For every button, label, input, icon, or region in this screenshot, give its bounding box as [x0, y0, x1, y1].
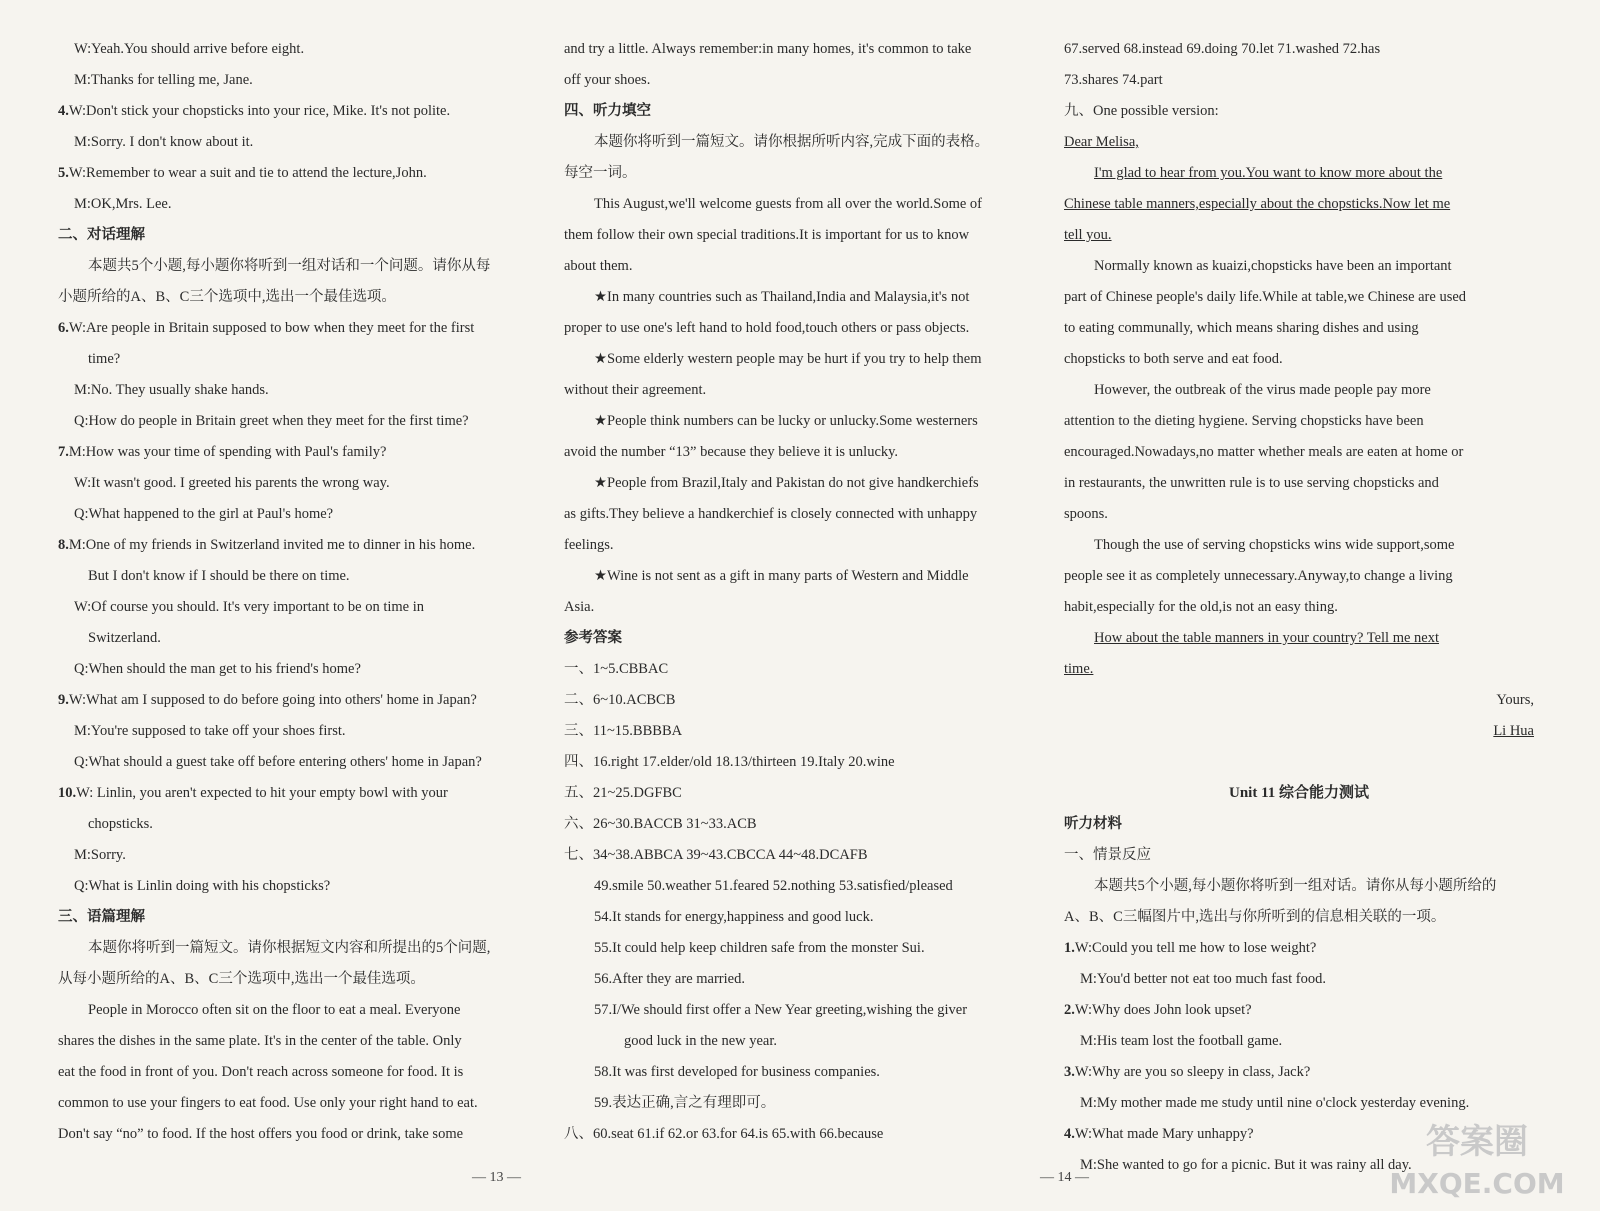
line-text: Yours, — [1496, 692, 1534, 708]
col2-line — [564, 282, 1034, 313]
col2-line — [564, 34, 1034, 65]
column-left — [58, 34, 528, 1150]
col2-line — [564, 623, 1034, 654]
col1-line — [58, 251, 528, 282]
item-number: 1. — [1064, 940, 1075, 956]
col3-line — [1064, 96, 1534, 127]
col3-line — [1064, 592, 1534, 623]
line-text: 本题共5个小题,每小题你将听到一组对话。请你从每小题所给的 — [1094, 878, 1497, 894]
line-text: Normally known as kuaizi,chopsticks have been an important — [1094, 258, 1452, 274]
line-text: Q:When should the man get to his friend's home? — [74, 661, 361, 677]
column-right — [1064, 34, 1534, 1181]
line-text: W:What am I supposed to do before going into others' home in Japan? — [68, 692, 477, 708]
line-text: Though the use of serving chopsticks wins wide support,some — [1094, 537, 1455, 553]
col1-line — [58, 778, 528, 809]
col3-line — [1064, 65, 1534, 96]
watermark-logo-icon — [1372, 1113, 1582, 1203]
item-number: 4. — [58, 103, 69, 119]
line-text: M:You're supposed to take off your shoes first. — [74, 723, 346, 739]
col3-line — [1064, 778, 1534, 809]
col1-line — [58, 654, 528, 685]
line-text: feelings. — [564, 537, 614, 553]
line-text: 58.It was first developed for business companies. — [594, 1064, 880, 1080]
line-text: W:Why are you so sleepy in class, Jack? — [1074, 1064, 1311, 1080]
item-number: 10. — [58, 785, 77, 801]
line-text: Don't say “no” to food. If the host offers you food or drink, take some — [58, 1126, 464, 1142]
line-text: people see it as completely unnecessary.Anyway,to change a living — [1064, 568, 1453, 584]
col3-line — [1064, 406, 1534, 437]
line-text: chopsticks. — [88, 816, 153, 832]
col1-line — [58, 127, 528, 158]
col3-line — [1064, 499, 1534, 530]
col1-line — [58, 995, 528, 1026]
col2-line — [564, 840, 1034, 871]
line-text: M:She wanted to go for a picnic. But it was rainy all day. — [1080, 1157, 1412, 1173]
line-text: 67.served 68.instead 69.doing 70.let 71.washed 72.has — [1064, 41, 1381, 57]
line-text: 二、对话理解 — [58, 227, 145, 243]
line-text: 六、26~30.BACCB 31~33.ACB — [564, 816, 757, 832]
line-text: Q:What is Linlin doing with his chopsticks? — [74, 878, 331, 894]
line-text: W: Linlin, you aren't expected to hit your empty bowl with your — [76, 785, 448, 801]
line-text: W:Of course you should. It's very important to be on time in — [74, 599, 425, 615]
col2-line — [564, 375, 1034, 406]
line-text: Asia. — [564, 599, 595, 615]
col2-line — [564, 530, 1034, 561]
col2-line — [564, 158, 1034, 189]
line-text: 从每小题所给的A、B、C三个选项中,选出一个最佳选项。 — [58, 971, 425, 987]
line-text: 每空一词。 — [564, 165, 637, 181]
line-text: M:Sorry. — [74, 847, 126, 863]
col1-line — [58, 964, 528, 995]
line-text: This August,we'll welcome guests from all over the world.Some of — [594, 196, 983, 212]
line-text: How about the table manners in your country? Tell me next — [1094, 630, 1440, 646]
col2-line — [564, 1026, 1034, 1057]
line-text: 四、16.right 17.elder/old 18.13/thirteen 19.Italy 20.wine — [564, 754, 895, 770]
line-text: People in Morocco often sit on the floor to eat a meal. Everyone — [88, 1002, 461, 1018]
col2-line — [564, 313, 1034, 344]
line-text: 小题所给的A、B、C三个选项中,选出一个最佳选项。 — [58, 289, 396, 305]
col1-line — [58, 282, 528, 313]
col1-line — [58, 871, 528, 902]
line-text: 56.After they are married. — [594, 971, 745, 987]
col1-line — [58, 375, 528, 406]
col1-line — [58, 561, 528, 592]
line-text: But I don't know if I should be there on time. — [88, 568, 350, 584]
line-text: 八、60.seat 61.if 62.or 63.for 64.is 65.with 66.because — [564, 1126, 884, 1142]
line-text: Unit 11 综合能力测试 — [1228, 785, 1369, 801]
line-text: time. — [1064, 661, 1094, 677]
col1-line — [58, 809, 528, 840]
col1-line — [58, 623, 528, 654]
line-text: and try a little. Always remember:in many homes, it's common to take — [564, 41, 972, 57]
col1-line — [58, 65, 528, 96]
col3-line — [1064, 716, 1534, 747]
line-text: to eating communally, which means sharing dishes and using — [1064, 320, 1419, 336]
watermark-site-text: MXQE.COM — [1389, 1167, 1565, 1200]
col1-line — [58, 1088, 528, 1119]
line-text: avoid the number “13” because they believe it is unlucky. — [564, 444, 899, 460]
line-text: W:Don't stick your chopsticks into your rice, Mike. It's not polite. — [68, 103, 451, 119]
line-text: 55.It could help keep children safe from the monster Sui. — [594, 940, 925, 956]
line-text: spoons. — [1064, 506, 1108, 522]
line-text: good luck in the new year. — [624, 1033, 778, 1049]
line-text: Q:What happened to the girl at Paul's home? — [74, 506, 334, 522]
col3-line — [1064, 1057, 1534, 1088]
col1-line — [58, 933, 528, 964]
item-number: 4. — [1064, 1126, 1075, 1142]
col2-line — [564, 964, 1034, 995]
col1-line — [58, 158, 528, 189]
line-text: 一、1~5.CBBAC — [564, 661, 669, 677]
col1-line — [58, 716, 528, 747]
line-text: Q:What should a guest take off before entering others' home in Japan? — [74, 754, 482, 770]
col2-line — [564, 809, 1034, 840]
line-text: W:Why does John look upset? — [1074, 1002, 1252, 1018]
line-text: time? — [88, 351, 121, 367]
line-text: W:Are people in Britain supposed to bow when they meet for the first — [68, 320, 475, 336]
col1-line — [58, 406, 528, 437]
line-text: Dear Melisa, — [1064, 134, 1139, 150]
line-text: 本题你将听到一篇短文。请你根据所听内容,完成下面的表格。 — [594, 134, 990, 150]
line-text: 参考答案 — [564, 630, 622, 646]
line-text: I'm glad to hear from you.You want to know more about the — [1094, 165, 1443, 181]
line-text: 二、6~10.ACBCB — [564, 692, 676, 708]
col3-line — [1064, 344, 1534, 375]
col2-line — [564, 127, 1034, 158]
col2-line — [564, 189, 1034, 220]
line-text: 四、听力填空 — [564, 103, 651, 119]
col3-line — [1064, 809, 1534, 840]
line-text: 一、情景反应 — [1064, 847, 1151, 863]
line-text: encouraged.Nowadays,no matter whether meals are eaten at home or — [1064, 444, 1464, 460]
col2-line — [564, 716, 1034, 747]
line-text: Q:How do people in Britain greet when they meet for the first time? — [74, 413, 469, 429]
line-text: 五、21~25.DGFBC — [564, 785, 682, 801]
line-text: ★In many countries such as Thailand,India and Malaysia,it's not — [594, 289, 970, 305]
col1-line — [58, 468, 528, 499]
col3-line — [1064, 685, 1534, 716]
col2-line — [564, 96, 1034, 127]
line-text: part of Chinese people's daily life.While at table,we Chinese are used — [1064, 289, 1467, 305]
line-text: Switzerland. — [88, 630, 161, 646]
col2-line — [564, 437, 1034, 468]
item-number: 3. — [1064, 1064, 1075, 1080]
line-text: eat the food in front of you. Don't reach across someone for food. It is — [58, 1064, 464, 1080]
col3-line — [1064, 902, 1534, 933]
col3-line — [1064, 282, 1534, 313]
col1-line — [58, 1057, 528, 1088]
col3-line — [1064, 623, 1534, 654]
col2-line — [564, 1057, 1034, 1088]
col1-line — [58, 530, 528, 561]
line-text: M:Thanks for telling me, Jane. — [74, 72, 253, 88]
col2-line — [564, 406, 1034, 437]
col1-line — [58, 902, 528, 933]
line-text: However, the outbreak of the virus made people pay more — [1094, 382, 1431, 398]
col3-line — [1064, 654, 1534, 685]
line-text: tell you. — [1064, 227, 1112, 243]
line-text: 57.I/We should first offer a New Year greeting,wishing the giver — [594, 1002, 968, 1018]
col3-line — [1064, 158, 1534, 189]
line-text: W:Could you tell me how to lose weight? — [1074, 940, 1317, 956]
col3-line — [1064, 220, 1534, 251]
line-text: M:OK,Mrs. Lee. — [74, 196, 172, 212]
line-text: them follow their own special traditions.It is important for us to know — [564, 227, 970, 243]
col3-line — [1064, 313, 1534, 344]
line-text: Li Hua — [1493, 723, 1534, 739]
col3-line — [1064, 933, 1534, 964]
col2-line — [564, 778, 1034, 809]
line-text: 本题你将听到一篇短文。请你根据短文内容和所提出的5个问题, — [88, 940, 491, 956]
line-text: as gifts.They believe a handkerchief is closely connected with unhappy — [564, 506, 978, 522]
line-text: shares the dishes in the same plate. It's in the center of the table. Only — [58, 1033, 462, 1049]
line-text: 三、11~15.BBBBA — [564, 723, 683, 739]
col1-line — [58, 592, 528, 623]
line-text: 本题共5个小题,每小题你将听到一组对话和一个问题。请你从每 — [88, 258, 491, 274]
item-number: 8. — [58, 537, 69, 553]
col3-line — [1064, 468, 1534, 499]
col1-line — [58, 189, 528, 220]
line-text: M:How was your time of spending with Paul's family? — [68, 444, 387, 460]
line-text: 49.smile 50.weather 51.feared 52.nothing 53.satisfied/pleased — [594, 878, 953, 894]
col2-line — [564, 902, 1034, 933]
line-text: about them. — [564, 258, 633, 274]
line-text: 三、语篇理解 — [58, 909, 145, 925]
line-text: 54.It stands for energy,happiness and good luck. — [594, 909, 874, 925]
col1-line — [58, 1119, 528, 1150]
item-number: 9. — [58, 692, 69, 708]
line-text: M:One of my friends in Switzerland invited me to dinner in his home. — [68, 537, 476, 553]
page-number-13: — 13 — — [472, 1170, 521, 1185]
line-text: attention to the dieting hygiene. Serving chopsticks have been — [1064, 413, 1424, 429]
col2-line — [564, 65, 1034, 96]
line-text: M:No. They usually shake hands. — [74, 382, 269, 398]
col1-line — [58, 34, 528, 65]
col3-line — [1064, 34, 1534, 65]
item-number: 5. — [58, 165, 69, 181]
line-text: M:My mother made me study until nine o'clock yesterday evening. — [1080, 1095, 1470, 1111]
item-number: 7. — [58, 444, 69, 460]
col2-line — [564, 654, 1034, 685]
col3-line — [1064, 840, 1534, 871]
line-text: in restaurants, the unwritten rule is to use serving chopsticks and — [1064, 475, 1439, 491]
item-number: 6. — [58, 320, 69, 336]
col2-line — [564, 561, 1034, 592]
col2-line — [564, 995, 1034, 1026]
line-text: A、B、C三幅图片中,选出与你所听到的信息相关联的一项。 — [1064, 909, 1446, 925]
col3-line — [1064, 561, 1534, 592]
col1-line — [58, 96, 528, 127]
col2-line — [564, 499, 1034, 530]
col2-line — [564, 871, 1034, 902]
line-text: M:Sorry. I don't know about it. — [74, 134, 254, 150]
col2-line — [564, 1119, 1034, 1150]
page-number-14: — 14 — — [1040, 1170, 1089, 1185]
col2-line — [564, 1088, 1034, 1119]
line-text: chopsticks to both serve and eat food. — [1064, 351, 1283, 367]
col2-line — [564, 468, 1034, 499]
col2-line — [564, 592, 1034, 623]
line-text: Chinese table manners,especially about the chopsticks.Now let me — [1064, 196, 1451, 212]
line-text: common to use your fingers to eat food. Use only your right hand to eat. — [58, 1095, 478, 1111]
line-text: 七、34~38.ABBCA 39~43.CBCCA 44~48.DCAFB — [564, 847, 868, 863]
line-text: without their agreement. — [564, 382, 707, 398]
col3-line — [1064, 964, 1534, 995]
col1-line — [58, 344, 528, 375]
line-text: 59.表达正确,言之有理即可。 — [594, 1095, 776, 1111]
col3-line — [1064, 375, 1534, 406]
col1-line — [58, 437, 528, 468]
col2-line — [564, 933, 1034, 964]
line-text: off your shoes. — [564, 72, 651, 88]
col2-line — [564, 220, 1034, 251]
col3-line — [1064, 995, 1534, 1026]
watermark-logo-text: 答案圈 — [1426, 1122, 1528, 1162]
line-text: W:It wasn't good. I greeted his parents the wrong way. — [74, 475, 390, 491]
col2-line — [564, 344, 1034, 375]
line-text: M:His team lost the football game. — [1080, 1033, 1283, 1049]
item-number: 2. — [1064, 1002, 1075, 1018]
line-text: W:Yeah.You should arrive before eight. — [74, 41, 305, 57]
line-text: ★Wine is not sent as a gift in many parts of Western and Middle — [594, 568, 969, 584]
col3-line — [1064, 127, 1534, 158]
col3-line — [1064, 189, 1534, 220]
col2-line — [564, 685, 1034, 716]
col1-line — [58, 840, 528, 871]
line-text: proper to use one's left hand to hold food,touch others or pass objects. — [564, 320, 970, 336]
line-text: ★Some elderly western people may be hurt if you try to help them — [594, 351, 982, 367]
col3-line — [1064, 530, 1534, 561]
line-text: 73.shares 74.part — [1064, 72, 1163, 88]
line-text: habit,especially for the old,is not an easy thing. — [1064, 599, 1338, 615]
column-middle — [564, 34, 1034, 1150]
col3-line — [1064, 1026, 1534, 1057]
col3-line — [1064, 747, 1534, 778]
col1-line — [58, 220, 528, 251]
col1-line — [58, 1026, 528, 1057]
col3-line — [1064, 437, 1534, 468]
col1-line — [58, 747, 528, 778]
line-text: W:Remember to wear a suit and tie to attend the lecture,John. — [68, 165, 427, 181]
line-text: M:You'd better not eat too much fast food. — [1080, 971, 1326, 987]
line-text: 听力材料 — [1064, 816, 1122, 832]
col1-line — [58, 313, 528, 344]
col2-line — [564, 251, 1034, 282]
col1-line — [58, 685, 528, 716]
col3-line — [1064, 251, 1534, 282]
line-text: W:What made Mary unhappy? — [1074, 1126, 1254, 1142]
line-text: 九、One possible version: — [1064, 103, 1219, 119]
col2-line — [564, 747, 1034, 778]
line-text: ★People from Brazil,Italy and Pakistan do not give handkerchiefs — [594, 475, 979, 491]
line-text: ★People think numbers can be lucky or unlucky.Some westerners — [594, 413, 978, 429]
col3-line — [1064, 871, 1534, 902]
col1-line — [58, 499, 528, 530]
